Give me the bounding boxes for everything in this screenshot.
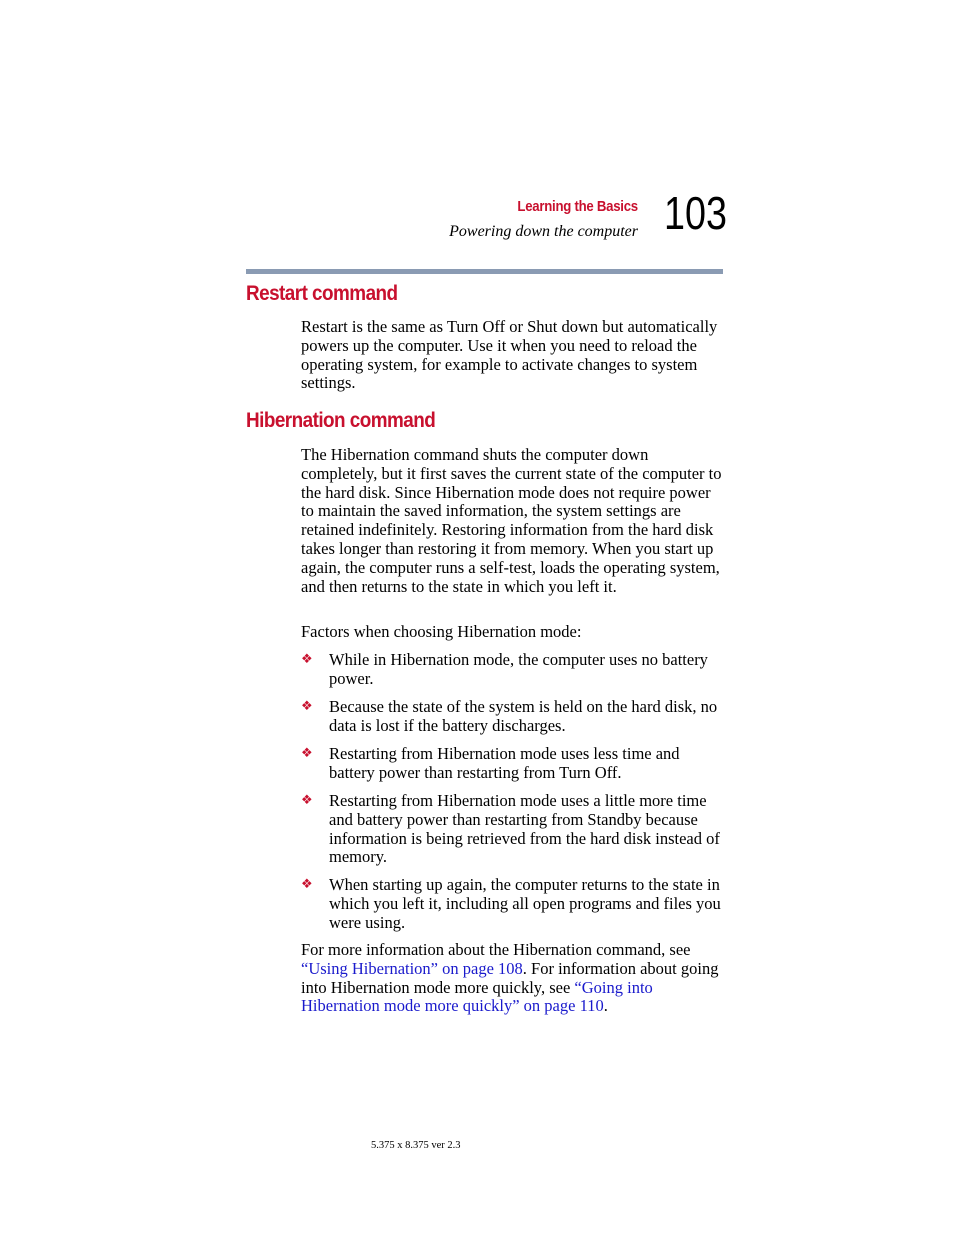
hibernation-quickly-link[interactable]: “Going into Hibernation mode more quickly” on page 110 bbox=[301, 977, 653, 1016]
list-item-text: Because the state of the system is held on the hard disk, no data is lost if the battery discharges. bbox=[329, 697, 718, 735]
bullet-diamond-icon: ❖ bbox=[301, 699, 313, 714]
footer-version: 5.375 x 8.375 ver 2.3 bbox=[371, 1140, 461, 1151]
restart-body: Restart is the same as Turn Off or Shut down but automatically powers up the computer. Use it when you need to reload the operating system, for example to activate changes to system settings. bbox=[301, 317, 718, 393]
factors-intro: Factors when choosing Hibernation mode: bbox=[301, 622, 582, 641]
running-header-section: Learning the Basics bbox=[517, 198, 638, 215]
bullet-diamond-icon: ❖ bbox=[301, 793, 313, 808]
more-info-text: . For information about going into Hibernation mode more quickly, see bbox=[301, 958, 719, 997]
bullet-diamond-icon: ❖ bbox=[301, 652, 313, 667]
hibernation-heading: Hibernation command bbox=[246, 409, 436, 432]
using-hibernation-link[interactable]: “Using Hibernation” on page 108 bbox=[301, 958, 523, 978]
running-header-subsection: Powering down the computer bbox=[449, 223, 638, 240]
bullet-diamond-icon: ❖ bbox=[301, 877, 313, 892]
page-number: 103 bbox=[664, 187, 727, 239]
list-item-text: While in Hibernation mode, the computer uses no battery power. bbox=[329, 650, 708, 688]
bullet-diamond-icon: ❖ bbox=[301, 746, 313, 761]
list-item-text: Restarting from Hibernation mode uses a little more time and battery power than restarting from Standby because information is being retrieved from the hard disk instead of memory. bbox=[329, 791, 720, 867]
list-item-text: When starting up again, the computer returns to the state in which you left it, including all open programs and files you were using. bbox=[329, 875, 721, 932]
hibernation-body: The Hibernation command shuts the computer down completely, but it first saves the current state of the computer to the hard disk. Since Hibernation mode does not require power to maintain the saved information, the system settings are retained indefinitely. Restoring information from the hard disk takes longer than restoring it from memory. When you start up again, the computer runs a self-test, loads the operating system, and then returns to the state in which you left it. bbox=[301, 445, 722, 596]
restart-heading: Restart command bbox=[246, 282, 398, 305]
more-info-text: . bbox=[603, 996, 608, 1016]
more-info-text: For more information about the Hibernation command, see bbox=[301, 940, 691, 959]
more-info-paragraph bbox=[301, 941, 726, 1016]
section-divider bbox=[246, 269, 723, 274]
list-item-text: Restarting from Hibernation mode uses less time and battery power than restarting from Turn Off. bbox=[329, 744, 680, 782]
